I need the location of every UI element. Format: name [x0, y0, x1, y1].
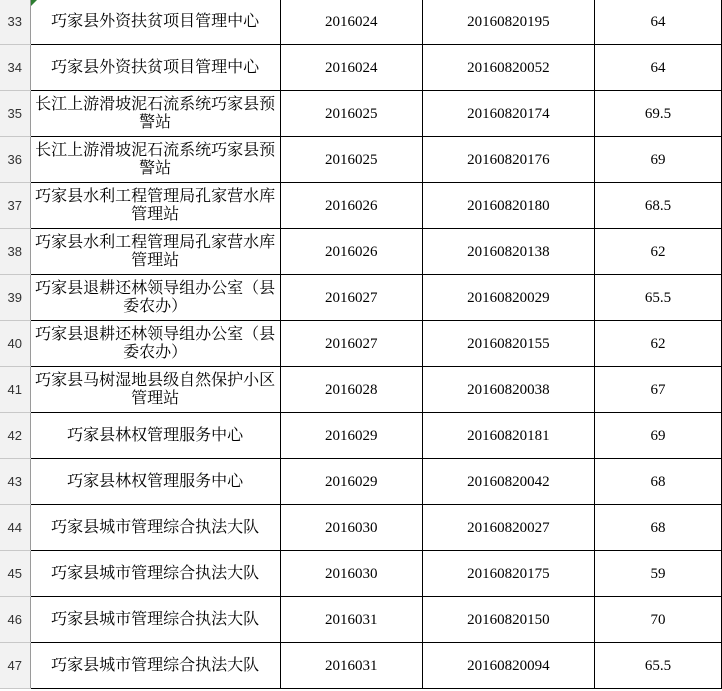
row-number-header[interactable]: 42 — [0, 413, 30, 459]
position-code-cell[interactable]: 2016026 — [280, 229, 422, 275]
ticket-number-cell[interactable]: 20160820176 — [422, 137, 594, 183]
score-cell[interactable]: 68.5 — [594, 183, 721, 229]
score-cell[interactable]: 64 — [594, 0, 721, 45]
score-cell[interactable]: 68 — [594, 505, 721, 551]
position-code-cell[interactable]: 2016027 — [280, 321, 422, 367]
ticket-number-cell[interactable]: 20160820138 — [422, 229, 594, 275]
ticket-number-cell[interactable]: 20160820195 — [422, 0, 594, 45]
row-number-header[interactable]: 44 — [0, 505, 30, 551]
row-number-header[interactable]: 33 — [0, 0, 30, 45]
unit-name-cell[interactable]: 巧家县林权管理服务中心 — [30, 459, 280, 505]
position-code-cell[interactable]: 2016031 — [280, 597, 422, 643]
table-row — [0, 597, 722, 643]
row-number-header[interactable]: 43 — [0, 459, 30, 505]
ticket-number-cell[interactable]: 20160820038 — [422, 367, 594, 413]
position-code-cell[interactable]: 2016031 — [280, 643, 422, 689]
score-cell[interactable]: 62 — [594, 229, 721, 275]
row-number-header[interactable]: 41 — [0, 367, 30, 413]
score-cell[interactable]: 69 — [594, 413, 721, 459]
table-row — [0, 91, 722, 137]
position-code-cell[interactable]: 2016029 — [280, 459, 422, 505]
position-code-cell[interactable]: 2016025 — [280, 91, 422, 137]
row-number-header[interactable]: 40 — [0, 321, 30, 367]
score-cell[interactable]: 70 — [594, 597, 721, 643]
unit-name-cell[interactable]: 巧家县城市管理综合执法大队 — [30, 643, 280, 689]
ticket-number-cell[interactable]: 20160820052 — [422, 45, 594, 91]
table-row — [0, 505, 722, 551]
table-row — [0, 137, 722, 183]
score-cell[interactable]: 69.5 — [594, 91, 721, 137]
score-cell[interactable]: 67 — [594, 367, 721, 413]
ticket-number-cell[interactable]: 20160820150 — [422, 597, 594, 643]
table-row — [0, 643, 722, 689]
row-number-header[interactable]: 34 — [0, 45, 30, 91]
position-code-cell[interactable]: 2016029 — [280, 413, 422, 459]
ticket-number-cell[interactable]: 20160820155 — [422, 321, 594, 367]
table-row — [0, 367, 722, 413]
row-number-header[interactable]: 47 — [0, 643, 30, 689]
ticket-number-cell[interactable]: 20160820029 — [422, 275, 594, 321]
score-cell[interactable]: 64 — [594, 45, 721, 91]
unit-name-cell[interactable]: 巧家县退耕还林领导组办公室（县委农办） — [30, 321, 280, 367]
table-row — [0, 183, 722, 229]
ticket-number-cell[interactable]: 20160820027 — [422, 505, 594, 551]
position-code-cell[interactable]: 2016026 — [280, 183, 422, 229]
score-cell[interactable]: 65.5 — [594, 643, 721, 689]
score-cell[interactable]: 68 — [594, 459, 721, 505]
score-cell[interactable]: 62 — [594, 321, 721, 367]
row-number-header[interactable]: 46 — [0, 597, 30, 643]
ticket-number-cell[interactable]: 20160820042 — [422, 459, 594, 505]
ticket-number-cell[interactable]: 20160820174 — [422, 91, 594, 137]
position-code-cell[interactable]: 2016024 — [280, 45, 422, 91]
table-row — [0, 45, 722, 91]
unit-name-cell[interactable]: 长江上游滑坡泥石流系统巧家县预警站 — [30, 91, 280, 137]
table-row — [0, 413, 722, 459]
unit-name-cell[interactable]: 巧家县外资扶贫项目管理中心 — [30, 0, 280, 45]
position-code-cell[interactable]: 2016024 — [280, 0, 422, 45]
table-row — [0, 0, 722, 45]
position-code-cell[interactable]: 2016027 — [280, 275, 422, 321]
score-cell[interactable]: 69 — [594, 137, 721, 183]
position-code-cell[interactable]: 2016025 — [280, 137, 422, 183]
ticket-number-cell[interactable]: 20160820180 — [422, 183, 594, 229]
unit-name-cell[interactable]: 巧家县水利工程管理局孔家营水库管理站 — [30, 183, 280, 229]
row-number-header[interactable]: 35 — [0, 91, 30, 137]
unit-name-cell[interactable]: 巧家县退耕还林领导组办公室（县委农办） — [30, 275, 280, 321]
table-row — [0, 459, 722, 505]
unit-name-cell[interactable]: 长江上游滑坡泥石流系统巧家县预警站 — [30, 137, 280, 183]
ticket-number-cell[interactable]: 20160820094 — [422, 643, 594, 689]
unit-name-cell[interactable]: 巧家县城市管理综合执法大队 — [30, 597, 280, 643]
position-code-cell[interactable]: 2016028 — [280, 367, 422, 413]
row-number-header[interactable]: 45 — [0, 551, 30, 597]
table-row — [0, 321, 722, 367]
row-number-header[interactable]: 36 — [0, 137, 30, 183]
row-number-header[interactable]: 38 — [0, 229, 30, 275]
row-number-header[interactable]: 37 — [0, 183, 30, 229]
row-number-header[interactable]: 39 — [0, 275, 30, 321]
position-code-cell[interactable]: 2016030 — [280, 551, 422, 597]
table-row — [0, 275, 722, 321]
position-code-cell[interactable]: 2016030 — [280, 505, 422, 551]
table-row — [0, 551, 722, 597]
ticket-number-cell[interactable]: 20160820181 — [422, 413, 594, 459]
score-cell[interactable]: 65.5 — [594, 275, 721, 321]
table-row — [0, 229, 722, 275]
score-cell[interactable]: 59 — [594, 551, 721, 597]
ticket-number-cell[interactable]: 20160820175 — [422, 551, 594, 597]
unit-name-cell[interactable]: 巧家县城市管理综合执法大队 — [30, 505, 280, 551]
unit-name-cell[interactable]: 巧家县马树湿地县级自然保护小区管理站 — [30, 367, 280, 413]
unit-name-cell[interactable]: 巧家县城市管理综合执法大队 — [30, 551, 280, 597]
unit-name-cell[interactable]: 巧家县林权管理服务中心 — [30, 413, 280, 459]
unit-name-cell[interactable]: 巧家县外资扶贫项目管理中心 — [30, 45, 280, 91]
unit-name-cell[interactable]: 巧家县水利工程管理局孔家营水库管理站 — [30, 229, 280, 275]
